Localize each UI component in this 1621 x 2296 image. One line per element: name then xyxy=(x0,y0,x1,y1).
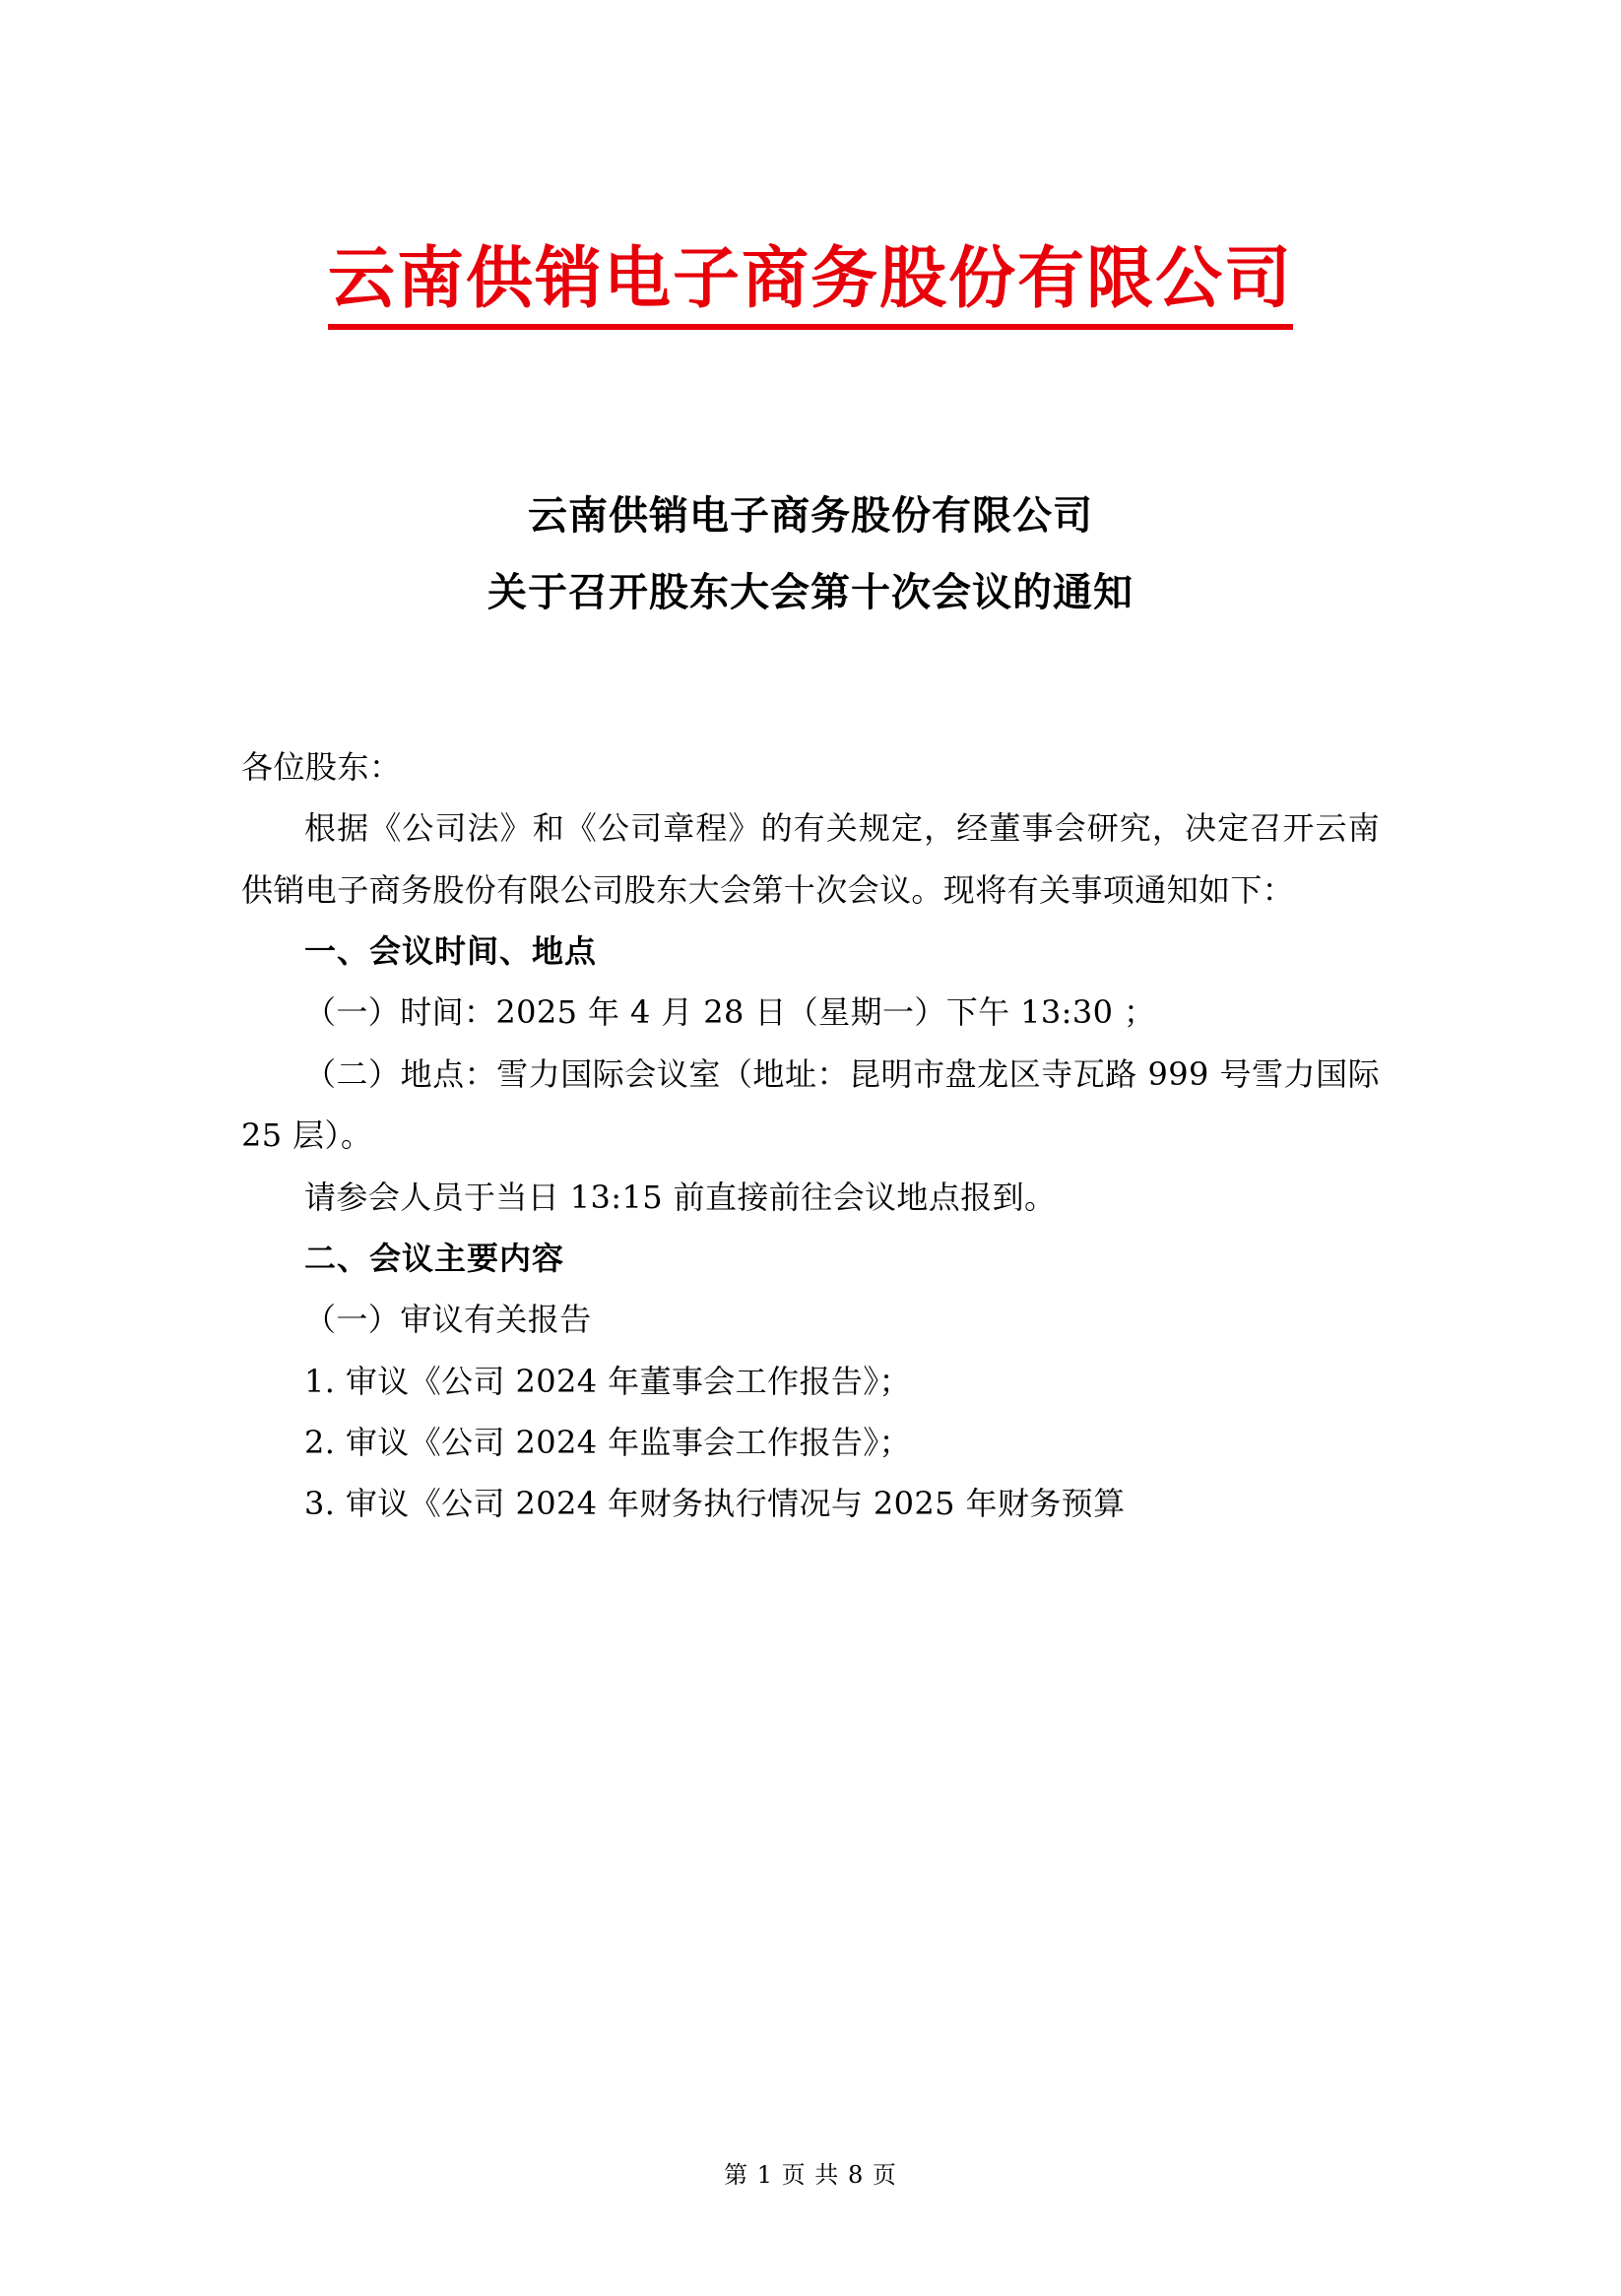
section-2-item-1: 1. 审议《公司 2024 年董事会工作报告》； xyxy=(304,1362,912,1400)
section-1-item-time: （一）时间：2025 年 4 月 28 日（星期一）下午 13:30 ； xyxy=(304,993,1156,1032)
section-1-item-checkin: 请参会人员于当日 13:15 前直接前往会议地点报到。 xyxy=(304,1178,1057,1216)
intro-paragraph: 根据《公司法》和《公司章程》的有关规定，经董事会研究，决定召开云南供销电子商务股份有限公司股东大会第十次会议。现将有关事项通知如下： xyxy=(241,809,1380,909)
section-1-heading: 一、会议时间、地点 xyxy=(304,931,598,970)
section-2-subheading: （一）审议有关报告 xyxy=(304,1301,592,1339)
section-1-item-location: （二）地点：雪力国际会议室（地址：昆明市盘龙区寺瓦路 999 号雪力国际 25 层）。 xyxy=(241,1054,1380,1155)
company-letterhead-text: 云南供销电子商务股份有限公司 xyxy=(328,244,1293,330)
section-2-item-3: 3. 审议《公司 2024 年财务执行情况与 2025 年财务预算 xyxy=(304,1485,1126,1523)
document-title-line-2: 关于召开股东大会第十次会议的通知 xyxy=(487,569,1134,616)
document-title xyxy=(241,330,1380,631)
document-title-line-1: 云南供销电子商务股份有限公司 xyxy=(528,492,1093,540)
section-2-heading: 二、会议主要内容 xyxy=(304,1239,565,1277)
section-2-item-2: 2. 审议《公司 2024 年监事会工作报告》； xyxy=(304,1424,912,1462)
company-letterhead xyxy=(241,0,1380,330)
salutation: 各位股东： xyxy=(241,748,402,787)
page-footer: 第 1 页 共 8 页 xyxy=(724,2161,897,2189)
